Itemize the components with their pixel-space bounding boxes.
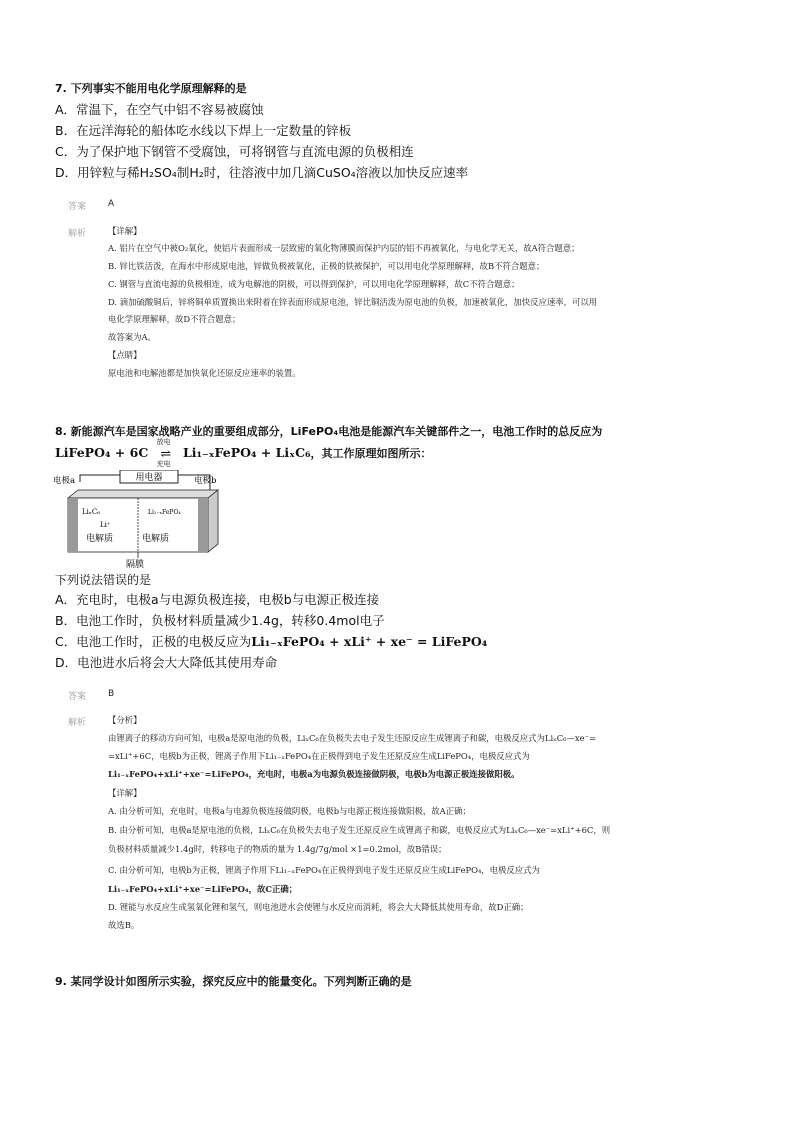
cell-top	[68, 490, 218, 498]
electrode-a-label: 电极a	[53, 476, 76, 486]
q8-analysis-line: 【详解】	[108, 788, 142, 798]
q7-title: 7. 下列事实不能用电化学原理解释的是	[55, 82, 247, 95]
formula-right: Li₁₋ₓFePO₄ + LiₓC₆	[183, 445, 311, 460]
q8-analysis-line: 故选B。	[108, 920, 140, 930]
q8-option-d: D．电池进水后将会大大降低其使用寿命	[55, 655, 278, 670]
ion-label: Li⁺	[100, 521, 111, 529]
equilibrium-arrow-icon: 放电 ⇌ 充电	[156, 437, 172, 468]
q7-analysis-line: C. 钢管与直流电源的负极相连，成为电解池的阴极，可以得到保护，可以用电化学原理解释，故C不符合题意；	[108, 279, 520, 289]
q8-prompt: 下列说法错误的是	[55, 573, 152, 587]
q7-option-a: A．常温下，在空气中铝不容易被腐蚀	[55, 102, 264, 117]
q7-option-b: B．在远洋海轮的船体吃水线以下焊上一定数量的锌板	[55, 123, 352, 138]
arrow-top-label: 放电	[156, 437, 171, 446]
q7-analysis-line: 【点睛】	[108, 350, 142, 360]
q8-analysis-line: Li₁₋ₓFePO₄+xLi⁺+xe⁻=LiFePO₄，故C正确；	[108, 884, 298, 894]
formula-left: LiFePO₄ + 6C	[55, 445, 149, 460]
electrolyte-left-label: 电解质	[86, 534, 114, 544]
q7-option-d: D．用锌粒与稀H₂SO₄制H₂时，往溶液中加几滴CuSO₄溶液以加快反应速率	[55, 165, 469, 180]
q8-analysis-line: 由锂离子的移动方向可知，电极a是原电池的负极，LiₓC₆在负极失去电子发生还原反应生成锂离子和碳，电极反应式为LiₓC₆—xe⁻=	[108, 733, 596, 743]
electrode-b-plate	[198, 498, 208, 552]
q7-analysis-line: A. 铝片在空气中被O₂氧化，使铝片表面形成一层致密的氧化物薄膜而保护内层的铝不再被氧化，与电化学无关，故A符合题意；	[108, 243, 580, 253]
q8-answer: B	[108, 689, 115, 699]
electrolyte-right-label: 电解质	[142, 534, 170, 544]
electrode-b-label: 电极b	[194, 476, 217, 486]
q8-title: 8. 新能源汽车是国家战略产业的重要组成部分，LiFePO₄电池是能源汽车关键部件之一，电池工作时的总反应为	[55, 425, 603, 438]
q7-answer-label: 答案	[68, 202, 87, 212]
right-material-label: Li₁₋ₓFePO₄	[148, 509, 181, 516]
q7-analysis-line: 故答案为A。	[108, 332, 156, 342]
q8-analysis-line: A. 由分析可知，充电时，电极a与电源负极连接做阴极，电极b与电源正极连接做阳极，故A正确；	[108, 806, 471, 816]
q7-analysis-line: B. 锌比铁活泼，在海水中形成原电池，锌做负极被氧化，正极的铁被保护，可以用电化学原理解释，故B不符合题意；	[108, 261, 545, 271]
arrow-bottom-label: 充电	[156, 459, 171, 468]
q7-analysis-line: 原电池和电解池都是加快氧化还原反应速率的装置。	[108, 368, 301, 378]
formula-tail: ，其工作原理如图所示：	[310, 447, 432, 460]
q8-option-c	[55, 632, 487, 650]
q7-analysis-line: 电化学原理解释，故D不符合题意；	[108, 314, 241, 324]
q8-analysis-line: B. 由分析可知，电极a是原电池的负极，LiₓC₆在负极失去电子发生还原反应生成锂离子和碳，电极反应式为LiₓC₆—xe⁻=xLi⁺+6C，则	[108, 825, 611, 835]
q8-analysis-line: C. 由分析可知，电极b为正极，锂离子作用下Li₁₋ₓFePO₄在正极得到电子发生还原反应生成LiFePO₄，电极反应式为	[108, 865, 540, 875]
separator-label: 隔膜	[126, 560, 145, 570]
q8-option-c-text: C．电池工作时，正极的电极反应为	[55, 634, 252, 649]
q7-answer: A	[108, 199, 115, 209]
battery-diagram	[50, 470, 250, 570]
q8-option-c-formula: Li₁₋ₓFePO₄ + xLi⁺ + xe⁻ = LiFePO₄	[251, 634, 488, 649]
q7-analysis-label: 解析	[68, 229, 87, 239]
cell-side	[208, 490, 218, 552]
q8-analysis-line: 【分析】	[108, 715, 142, 725]
q8-analysis-line: 负极材料质量减少1.4g时，转移电子的物质的量为 1.4g/7g/mol ×1=0.2mol，故B错误；	[108, 844, 447, 854]
q7-option-c: C．为了保护地下钢管不受腐蚀，可将钢管与直流电源的负极相连	[55, 144, 414, 159]
q8-analysis-line: =xLi⁺+6C，电极b为正极，锂离子作用下Li₁₋ₓFePO₄在正极得到电子发生还原反应生成LiFePO₄，电极反应式为	[108, 751, 530, 761]
q8-answer-label: 答案	[68, 692, 87, 702]
load-device-label: 用电器	[135, 473, 163, 483]
q7-analysis-line: 【详解】	[108, 226, 142, 236]
wire-left	[80, 475, 120, 482]
left-material-label: LiₓC₆	[82, 508, 101, 516]
q9-title: 9. 某同学设计如图所示实验，探究反应中的能量变化。下列判断正确的是	[55, 975, 412, 988]
q7-analysis-line: D. 滴加硫酸铜后，锌将铜单质置换出来附着在锌表面形成原电池，锌比铜活泼为原电池的负极，加速被氧化，加快反应速率，可以用	[108, 297, 598, 307]
electrode-a-plate	[68, 498, 78, 552]
q8-option-b: B．电池工作时，负极材料质量减少1.4g，转移0.4mol电子	[55, 613, 385, 628]
q8-analysis-label: 解析	[68, 718, 87, 728]
q8-option-a: A．充电时，电极a与电源负极连接，电极b与电源正极连接	[55, 592, 380, 607]
q8-analysis-line: Li₁₋ₓFePO₄+xLi⁺+xe⁻=LiFePO₄，充电时，电极a为电源负极连接做阴极，电极b为电源正极连接做阳极。	[108, 769, 520, 779]
q8-reaction-formula	[55, 437, 432, 468]
q8-analysis-line: D. 锂能与水反应生成氢氧化锂和氢气，则电池进水会使锂与水反应而消耗，将会大大降低其使用寿命，故D正确；	[108, 902, 529, 912]
